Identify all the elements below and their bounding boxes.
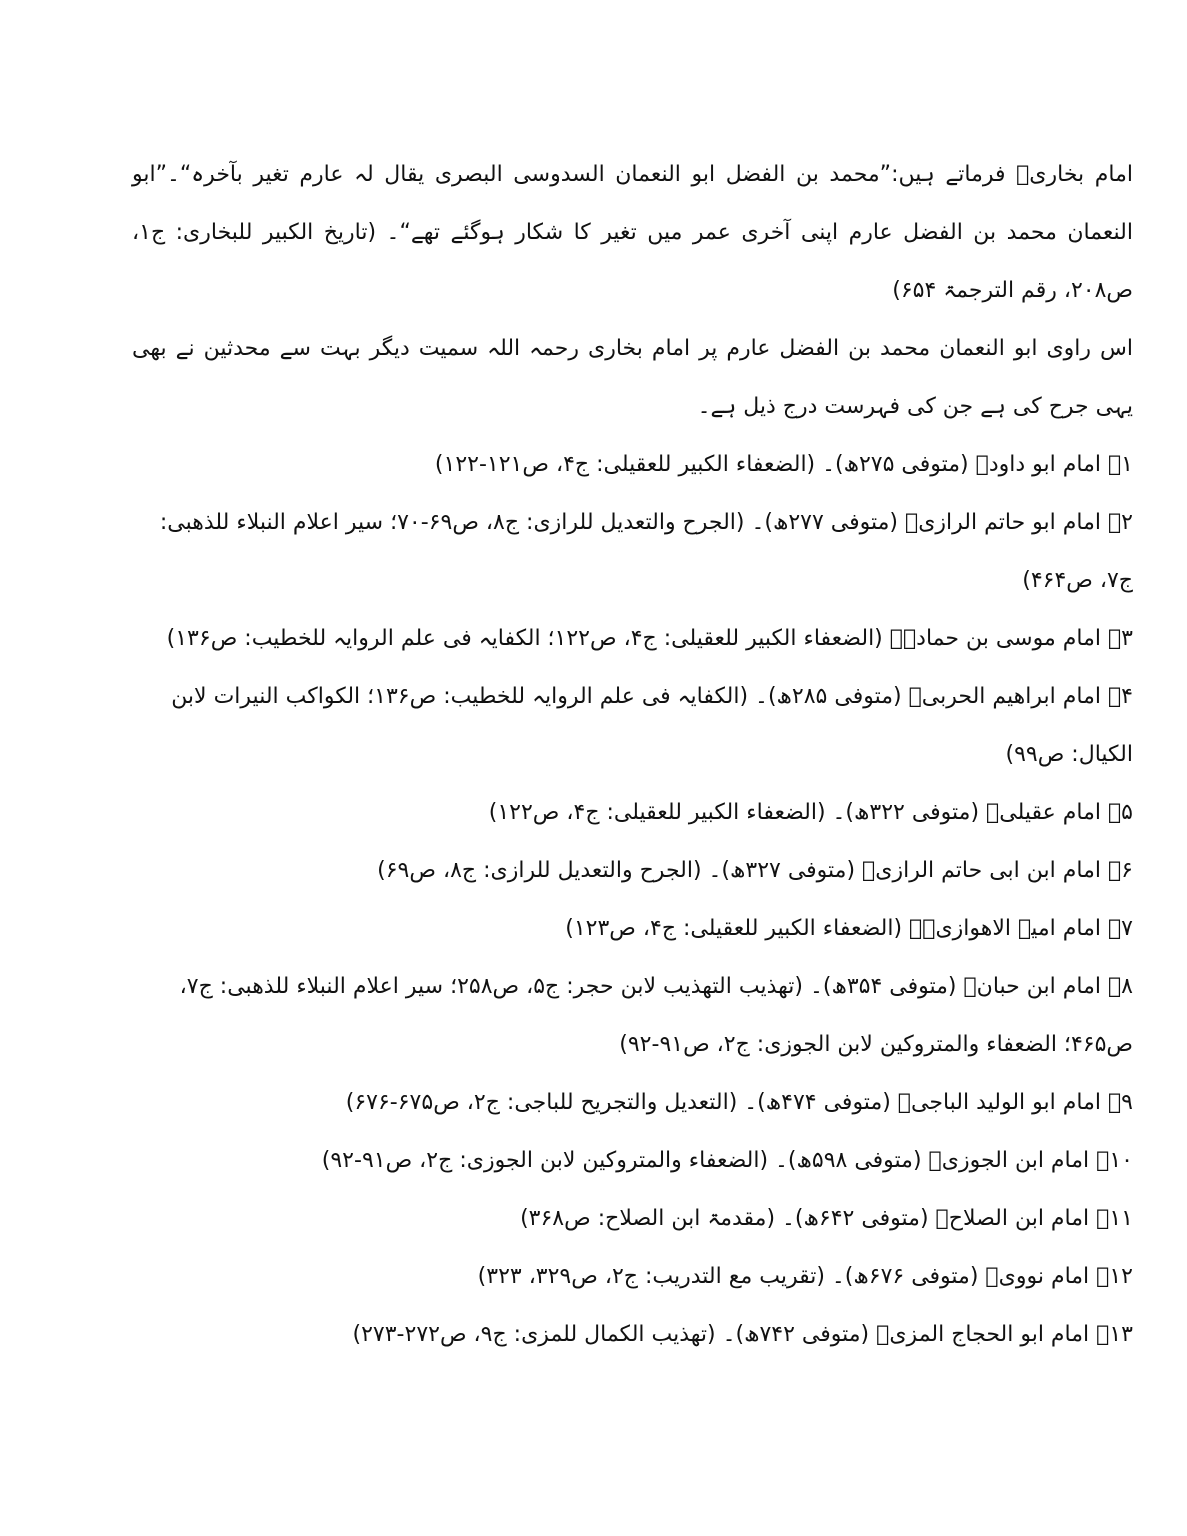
list-item: ۷۔ امام امیۃ الاھوازیؒ۔ (الضعفاء الکبیر للعقیلی: ج۴، ص۱۲۳)	[565, 916, 1133, 941]
document-body	[132, 146, 1133, 1364]
list-item: ۵۔ امام عقیلیؒ (متوفی ۳۲۲ھ)۔ (الضعفاء الکبیر للعقیلی: ج۴، ص۱۲۲)	[488, 800, 1133, 825]
list-item: ۱۲۔ امام نوویؒ (متوفی ۶۷۶ھ)۔ (تقریب مع التدریب: ج۲، ص۳۲۹، ۳۲۳)	[477, 1264, 1133, 1289]
list-item: ۱۳۔ امام ابو الحجاج المزیؒ (متوفی ۷۴۲ھ)۔ (تھذیب الکمال للمزی: ج۹، ص۲۷۲-۲۷۳)	[352, 1322, 1133, 1347]
list-item: ۸۔ امام ابن حبانؒ (متوفی ۳۵۴ھ)۔ (تھذیب التھذیب لابن حجر: ج۵، ص۲۵۸؛ سیر اعلام النبلاء للذھبی: ج۷، ص۴۶۵؛ الضعفاء والمتروکین لابن الجوزی: ج۲، ص۹۱-۹۲)	[179, 974, 1133, 1057]
list-item: ۱۔ امام ابو داودؒ (متوفی ۲۷۵ھ)۔ (الضعفاء الکبیر للعقیلی: ج۴، ص۱۲۱-۱۲۲)	[434, 452, 1133, 477]
list-item: ۲۔ امام ابو حاتم الرازیؒ (متوفی ۲۷۷ھ)۔ (الجرح والتعدیل للرازی: ج۸، ص۶۹-۷۰؛ سیر اعلام النبلاء للذھبی: ج۷، ص۴۶۴)	[159, 510, 1133, 593]
list-item: ۱۰۔ امام ابن الجوزیؒ (متوفی ۵۹۸ھ)۔ (الضعفاء والمتروکین لابن الجوزی: ج۲، ص۹۱-۹۲)	[321, 1148, 1133, 1173]
list-item: ۴۔ امام ابراھیم الحربیؒ (متوفی ۲۸۵ھ)۔ (الکفایہ فی علم الروایہ للخطیب: ص۱۳۶؛ الکواکب النیرات لابن الکیال: ص۹۹)	[171, 684, 1133, 767]
list-item: ۹۔ امام ابو الولید الباجیؒ (متوفی ۴۷۴ھ)۔ (التعدیل والتجریح للباجی: ج۲، ص۶۷۵-۶۷۶)	[345, 1090, 1133, 1115]
intro-paragraph: امام بخاریؒ فرماتے ہیں:”محمد بن الفضل ابو النعمان السدوسی البصری یقال لہ عارم تغیر بآخرہ“۔”ابو النعمان محمد بن الفضل عارم اپنی آخری عمر میں تغیر کا شکار ہوگئے تھے“۔ (تاریخ الکبیر للبخاری: ج۱، ص۲۰۸، رقم الترجمۃ ۶۵۴)	[132, 162, 1133, 303]
list-item: ۳۔ امام موسی بن حمادؒ۔ (الضعفاء الکبیر للعقیلی: ج۴، ص۱۲۲؛ الکفایہ فی علم الروایہ للخطیب: ص۱۳۶)	[166, 626, 1133, 651]
list-item: ۱۱۔ امام ابن الصلاحؒ (متوفی ۶۴۲ھ)۔ (مقدمۃ ابن الصلاح: ص۳۶۸)	[520, 1206, 1133, 1231]
list-item: ۶۔ امام ابن ابی حاتم الرازیؒ (متوفی ۳۲۷ھ)۔ (الجرح والتعدیل للرازی: ج۸، ص۶۹)	[377, 858, 1133, 883]
second-paragraph: اس راوی ابو النعمان محمد بن الفضل عارم پر امام بخاری رحمہ اللہ سمیت دیگر بہت سے محدثین نے بھی یہی جرح کی ہے جن کی فہرست درج ذیل ہے۔	[132, 336, 1133, 419]
narrator-list	[132, 436, 1133, 1364]
